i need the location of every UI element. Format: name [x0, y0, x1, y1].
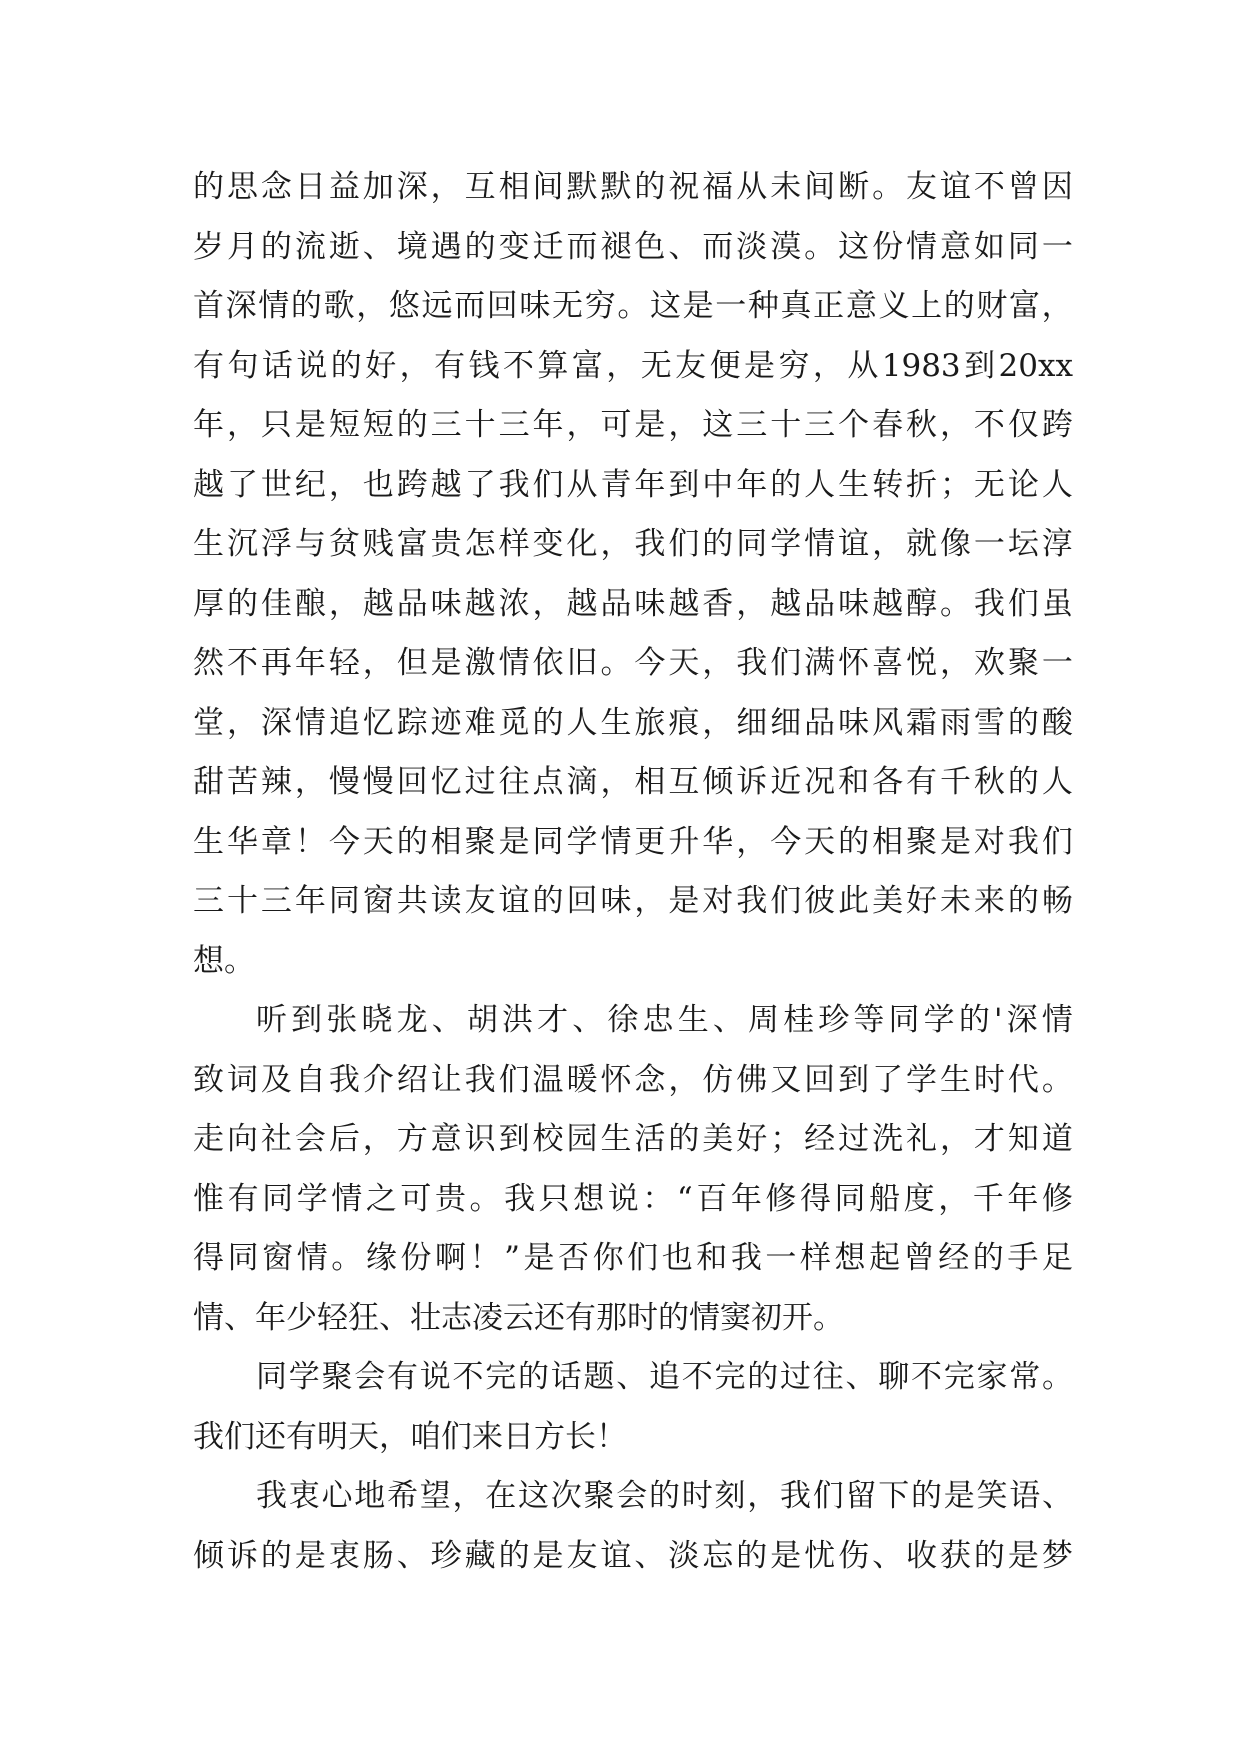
text-line: 堂 ， 深 情 追 忆 踪 迹 难 觅 的 人 生 旅 痕 ， 细 细 品 味 风 霜 雨 雪 的 酸: [193, 704, 1073, 741]
text-line: 厚 的 佳 酿 ， 越 品 味 越 浓 ， 越 品 味 越 香 ， 越 品 味 越 醇 。 我 们 虽: [193, 585, 1073, 622]
text-line: 岁 月 的 流 逝 、 境 遇 的 变 迁 而 褪 色 、 而 淡 漠 。 这 份 情 意 如 同 一: [193, 228, 1073, 265]
text-line: 的 思 念 日 益 加 深 ， 互 相 间 默 默 的 祝 福 从 未 间 断 。 友 谊 不 曾 因: [193, 169, 1073, 205]
text-line: 年 ， 只 是 短 短 的 三 十 三 年 ， 可 是 ， 这 三 十 三 个 春 秋 ， 不 仅 跨: [193, 407, 1073, 443]
text-line: 倾 诉 的 是 衷 肠 、 珍 藏 的 是 友 谊 、 淡 忘 的 是 忧 伤 、 收 获 的 是 梦: [193, 1537, 1073, 1574]
text-line: 惟 有 同 学 情 之 可 贵 。 我 只 想 说 ： “ 百 年 修 得 同 船 度 ， 千 年 修: [193, 1180, 1073, 1217]
text-line: 生 华 章 ！ 今 天 的 相 聚 是 同 学 情 更 升 华 ， 今 天 的 相 聚 是 对 我 们: [193, 823, 1073, 860]
text-line: 然 不 再 年 轻 ， 但 是 激 情 依 旧 。 今 天 ， 我 们 满 怀 喜 悦 ， 欢 聚 一: [193, 645, 1073, 681]
text-line: 听 到 张 晓 龙 、 胡 洪 才 、 徐 忠 生 、 周 桂 珍 等 同 学 的 ' 深 情: [256, 1002, 1073, 1038]
text-line: 走 向 社 会 后 ， 方 意 识 到 校 园 生 活 的 美 好 ； 经 过 洗 礼 ， 才 知 道: [193, 1121, 1073, 1157]
text-line: 致 词 及 自 我 介 绍 让 我 们 温 暖 怀 念 ， 仿 佛 又 回 到 了 学 生 时 代 。: [193, 1061, 1073, 1098]
text-line: 甜 苦 辣 ， 慢 慢 回 忆 过 往 点 滴 ， 相 互 倾 诉 近 况 和 各 有 千 秋 的 人: [193, 764, 1073, 800]
text-line: 得 同 窗 情 。 缘 份 啊 ！ ” 是 否 你 们 也 和 我 一 样 想 起 曾 经 的 手 足: [193, 1240, 1073, 1276]
document-body-text: [193, 158, 1073, 1586]
text-line: 同 学 聚 会 有 说 不 完 的 话 题 、 追 不 完 的 过 往 、 聊 不 完 家 常 。: [256, 1359, 1073, 1395]
text-line: 我 衷 心 地 希 望 ， 在 这 次 聚 会 的 时 刻 ， 我 们 留 下 的 是 笑 语 、: [256, 1478, 1073, 1514]
text-line: 越 了 世 纪 ， 也 跨 越 了 我 们 从 青 年 到 中 年 的 人 生 转 折 ； 无 论 人: [193, 466, 1073, 503]
text-line: 想。: [193, 942, 255, 979]
text-line: 有 句 话 说 的 好 ， 有 钱 不 算 富 ， 无 友 便 是 穷 ， 从 1983 到 20xx: [193, 347, 1073, 384]
text-line: 情、年少轻狂、壮志凌云还有那时的情窦初开。: [193, 1299, 844, 1336]
text-line: 生 沉 浮 与 贫 贱 富 贵 怎 样 变 化 ， 我 们 的 同 学 情 谊 ， 就 像 一 坛 淳: [193, 526, 1073, 562]
text-line: 我们还有明天，咱们来日方长！: [193, 1418, 627, 1455]
text-line: 首 深 情 的 歌 ， 悠 远 而 回 味 无 穷 。 这 是 一 种 真 正 意 义 上 的 财 富 ，: [193, 288, 1073, 324]
text-line: 三 十 三 年 同 窗 共 读 友 谊 的 回 味 ， 是 对 我 们 彼 此 美 好 未 来 的 畅: [193, 883, 1073, 919]
